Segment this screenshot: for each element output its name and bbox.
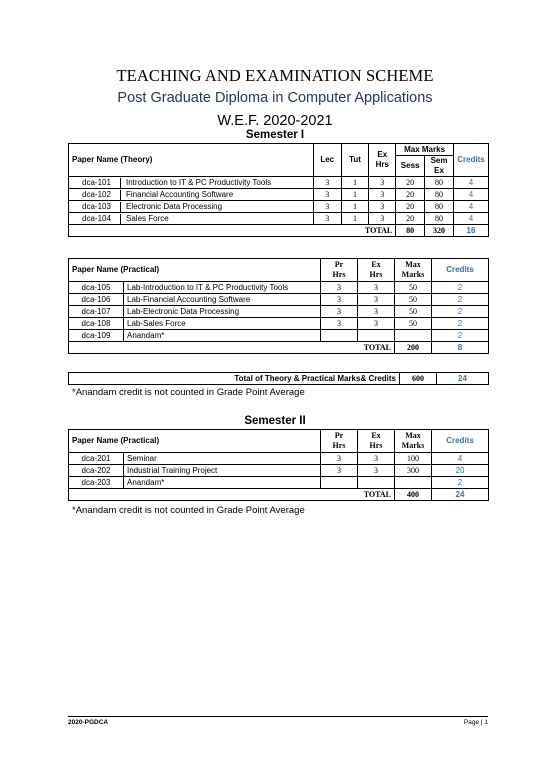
header-sem-ex: [425, 156, 454, 177]
paper-cell: [69, 213, 314, 225]
header-ex-hrs-label: Hrs: [369, 270, 383, 279]
header-sess: Sess: [396, 156, 425, 177]
grand-total-table: [68, 372, 489, 385]
header-pr: Pr: [334, 260, 344, 269]
pr-hrs-value: 3: [321, 465, 358, 477]
sem2-anandam-note: *Anandam credit is not counted in Grade Point Average: [72, 505, 305, 516]
paper-code: dca-101: [69, 178, 121, 188]
hrs-value: 3: [369, 213, 396, 225]
sess-value: 20: [396, 213, 425, 225]
header-tut: Tut: [341, 144, 369, 177]
sess-value: 20: [396, 177, 425, 189]
max-marks-value: 50: [395, 306, 432, 318]
header-paper-name: Paper Name (Theory): [69, 144, 314, 177]
credits-value: 2: [432, 306, 489, 318]
paper-cell: [69, 189, 314, 201]
header-sem: Sem: [430, 156, 448, 165]
credits-value: 2: [432, 330, 489, 342]
credits-value: 2: [432, 294, 489, 306]
sem-value: 80: [425, 213, 454, 225]
header-credits-sem2: Credits: [432, 430, 489, 453]
header-marks: Marks: [401, 270, 425, 279]
paper-code: dca-201: [69, 453, 124, 465]
table-row: [69, 330, 489, 342]
footer-left: 2020-PGDCA: [68, 719, 109, 726]
header-lec: Lec: [313, 144, 341, 177]
hrs-value: 3: [369, 177, 396, 189]
max-marks-value: 50: [395, 294, 432, 306]
hrs-value: 3: [369, 189, 396, 201]
paper-code: dca-203: [69, 477, 124, 489]
paper-name: Industrial Training Project: [124, 465, 321, 477]
table-row: [69, 282, 489, 294]
max-marks-value: 300: [395, 465, 432, 477]
lec-value: 3: [313, 189, 341, 201]
max-marks-value: 100: [395, 453, 432, 465]
header-ex-practical: Ex: [371, 260, 381, 269]
practical-total-max: 200: [395, 342, 432, 354]
sem-value: 80: [425, 177, 454, 189]
table-row: [69, 213, 489, 225]
lec-value: 3: [313, 201, 341, 213]
tut-value: 1: [341, 213, 369, 225]
credits-value: 20: [432, 465, 489, 477]
header-paper-name-practical: Paper Name (Practical): [69, 259, 321, 282]
header-ex-hrs-label-sem2: Hrs: [369, 441, 383, 450]
ex-hrs-value: 3: [358, 306, 395, 318]
tut-value: 1: [341, 177, 369, 189]
table-row: [69, 201, 489, 213]
header-pr-hrs-label-sem2: Hrs: [332, 441, 346, 450]
credits-value: 4: [453, 213, 488, 225]
header-ex-hrs-practical: [358, 259, 395, 282]
header-hrs: Hrs: [375, 160, 389, 169]
paper-name: Financial Accounting Software: [126, 189, 234, 199]
paper-name: Introduction to IT & PC Productivity Tools: [126, 177, 272, 187]
sem2-total-max: 400: [395, 489, 432, 501]
max-marks-value: [395, 477, 432, 489]
header-pr-hrs: [321, 259, 358, 282]
pr-hrs-value: 3: [321, 294, 358, 306]
table-row: [69, 294, 489, 306]
theory-total-sem: 320: [425, 225, 454, 237]
paper-cell: [69, 177, 314, 189]
wef-title: W.E.F. 2020-2021: [217, 113, 333, 129]
program-title: Post Graduate Diploma in Computer Applications: [117, 90, 433, 106]
ex-hrs-value: 3: [358, 282, 395, 294]
table-row: [69, 189, 489, 201]
table-row: [69, 465, 489, 477]
paper-name: Anandam*: [124, 477, 321, 489]
sem-value: 80: [425, 189, 454, 201]
paper-cell: [69, 201, 314, 213]
semester-2-heading: Semester II: [244, 415, 306, 427]
footer-divider: [68, 716, 488, 717]
ex-hrs-value: 3: [358, 465, 395, 477]
theory-total-label: [69, 225, 396, 237]
credits-value: 2: [432, 282, 489, 294]
header-credits: Credits: [453, 144, 488, 177]
credits-value: 4: [453, 177, 488, 189]
pr-hrs-value: 3: [321, 318, 358, 330]
table-row: [69, 477, 489, 489]
credits-value: 2: [432, 318, 489, 330]
header-pr-hrs-sem2: [321, 430, 358, 453]
credits-value: 4: [453, 201, 488, 213]
header-max-marks-sem2: [395, 430, 432, 453]
ex-hrs-value: [358, 477, 395, 489]
paper-name: Lab-Introduction to IT & PC Productivity Tools: [124, 282, 321, 294]
max-marks-value: [395, 330, 432, 342]
sess-value: 20: [396, 201, 425, 213]
table-row: [69, 306, 489, 318]
pr-hrs-value: 3: [321, 282, 358, 294]
sess-value: 20: [396, 189, 425, 201]
paper-code: dca-109: [69, 330, 124, 342]
paper-code: dca-107: [69, 306, 124, 318]
pr-hrs-value: [321, 477, 358, 489]
paper-name: Lab-Sales Force: [124, 318, 321, 330]
lec-value: 3: [313, 177, 341, 189]
sem1-anandam-note: *Anandam credit is not counted in Grade Point Average: [72, 387, 305, 398]
paper-code: dca-103: [69, 202, 121, 212]
tut-value: 1: [341, 189, 369, 201]
table-row: [69, 453, 489, 465]
table-row: [69, 177, 489, 189]
paper-name: Anandam*: [124, 330, 321, 342]
paper-code: dca-102: [69, 190, 121, 200]
scheme-title: TEACHING AND EXAMINATION SCHEME: [116, 66, 434, 85]
paper-name: Electronic Data Processing: [126, 201, 223, 211]
header-max-marks: Max Marks: [396, 144, 454, 156]
header-ex-sem2: Ex: [371, 431, 381, 440]
sem2-total-text: TOTAL: [363, 489, 391, 499]
paper-name: Lab-Electronic Data Processing: [124, 306, 321, 318]
header-sem-ex-label: Ex: [434, 166, 444, 175]
header-credits-practical: Credits: [432, 259, 489, 282]
paper-name: Sales Force: [126, 213, 169, 223]
header-pr-sem2: Pr: [334, 431, 344, 440]
credits-value: 4: [432, 453, 489, 465]
sem2-total-credits: 24: [432, 489, 489, 501]
header-marks-sem2: Marks: [401, 441, 425, 450]
header-max-marks-practical: [395, 259, 432, 282]
footer-page-number: Page | 1: [463, 719, 488, 726]
tut-value: 1: [341, 201, 369, 213]
paper-code: dca-202: [69, 465, 124, 477]
ex-hrs-value: 3: [358, 294, 395, 306]
grand-total-label: Total of Theory & Practical Marks& Credits: [69, 373, 400, 385]
paper-name: Seminar: [124, 453, 321, 465]
theory-total-sess: 80: [396, 225, 425, 237]
grand-total-credits: 24: [437, 373, 489, 385]
sem1-theory-table: [68, 143, 489, 237]
header-max-sem2: Max: [405, 431, 421, 440]
pr-hrs-value: [321, 330, 358, 342]
credits-value: 4: [453, 189, 488, 201]
hrs-value: 3: [369, 201, 396, 213]
semester-1-heading: Semester I: [245, 129, 305, 141]
ex-hrs-value: 3: [358, 453, 395, 465]
paper-code: dca-104: [69, 214, 121, 224]
credits-value: 2: [432, 477, 489, 489]
pr-hrs-value: 3: [321, 453, 358, 465]
header-ex-hrs: [369, 144, 396, 177]
sem-value: 80: [425, 201, 454, 213]
header-pr-hrs-label: Hrs: [332, 270, 346, 279]
paper-code: dca-108: [69, 318, 124, 330]
practical-total-text: TOTAL: [363, 342, 391, 352]
sem2-practical-table: [68, 429, 489, 501]
practical-total-label: [69, 342, 395, 354]
max-marks-value: 50: [395, 318, 432, 330]
sem1-practical-table: [68, 258, 489, 354]
table-row: [69, 318, 489, 330]
grand-total-marks: 600: [400, 373, 437, 385]
theory-total-credits: 16: [453, 225, 488, 237]
header-paper-name-sem2: Paper Name (Practical): [69, 430, 321, 453]
header-ex-hrs-sem2: [358, 430, 395, 453]
max-marks-value: 50: [395, 282, 432, 294]
lec-value: 3: [313, 213, 341, 225]
header-max: Max: [405, 260, 421, 269]
header-ex: Ex: [377, 150, 388, 159]
pr-hrs-value: 3: [321, 306, 358, 318]
paper-code: dca-105: [69, 282, 124, 294]
theory-total-text: TOTAL: [364, 225, 393, 235]
ex-hrs-value: [358, 330, 395, 342]
ex-hrs-value: 3: [358, 318, 395, 330]
sem2-total-label: [69, 489, 395, 501]
paper-name: Lab-Financial Accounting Software: [124, 294, 321, 306]
practical-total-credits: 8: [432, 342, 489, 354]
paper-code: dca-106: [69, 294, 124, 306]
